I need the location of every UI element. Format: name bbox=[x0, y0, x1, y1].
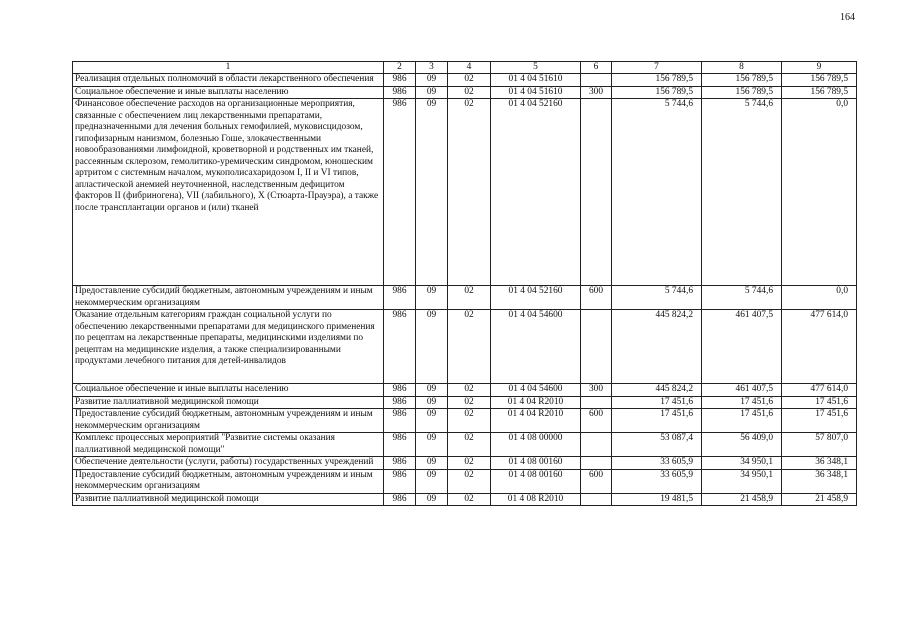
table-row bbox=[73, 396, 857, 408]
code-gr-cell: 986 bbox=[384, 409, 416, 433]
amount-col8-cell: 461 407,5 bbox=[702, 310, 782, 384]
code-rz-cell: 09 bbox=[416, 433, 448, 457]
amount-col7-cell: 17 451,6 bbox=[612, 409, 702, 433]
row-name-cell: Социальное обеспечение и иные выплаты населению bbox=[73, 86, 384, 98]
amount-col8-cell: 21 458,9 bbox=[702, 493, 782, 505]
row-name-cell: Финансовое обеспечение расходов на организационные мероприятия, связанные с обеспечением лиц лекарственными препаратами, предназначенными для лечения больных гемофилией, муковисцидозом, гипофизарным нанизмом, болезнью Гоше, злокачественными новообразованиями лимфоидной, кроветворной и родственных им тканей, рассеянным склерозом, гемолитико-уремическим синдромом, юношеским артритом с системным началом, мукополисахаридозом I, II и VI типов, апластической анемией неуточненной, наследственным дефицитом факторов II (фибриногена), VII (лабильного), X (Стюарта-Прауэра), а также после трансплантации органов и (или) тканей bbox=[73, 99, 384, 286]
target-article-cell: 01 4 04 52160 bbox=[491, 286, 581, 310]
target-article-cell: 01 4 04 51610 bbox=[491, 74, 581, 86]
header-cell: 9 bbox=[782, 62, 857, 74]
row-name-cell: Реализация отдельных полномочий в области лекарственного обеспечения bbox=[73, 74, 384, 86]
row-name-cell: Комплекс процессных мероприятий "Развитие системы оказания паллиативной медицинской помощи" bbox=[73, 433, 384, 457]
header-cell: 2 bbox=[384, 62, 416, 74]
amount-col7-cell: 445 824,2 bbox=[612, 310, 702, 384]
code-gr-cell: 986 bbox=[384, 86, 416, 98]
amount-col9-cell: 57 807,0 bbox=[782, 433, 857, 457]
table-row bbox=[73, 74, 857, 86]
code-rz-cell: 09 bbox=[416, 457, 448, 469]
code-pr-cell: 02 bbox=[448, 310, 491, 384]
expense-type-cell: 600 bbox=[581, 469, 612, 493]
code-gr-cell: 986 bbox=[384, 469, 416, 493]
row-name-cell: Оказание отдельным категориям граждан социальной услуги по обеспечению лекарственными препаратами для медицинского применения по рецептам на лекарственные препараты, медицинскими изделиями по рецептам на медицинские изделия, а также специализированными продуктами лечебного питания для детей-инвалидов bbox=[73, 310, 384, 384]
amount-col8-cell: 5 744,6 bbox=[702, 99, 782, 286]
code-rz-cell: 09 bbox=[416, 99, 448, 286]
amount-col8-cell: 5 744,6 bbox=[702, 286, 782, 310]
expense-type-cell: 600 bbox=[581, 286, 612, 310]
amount-col9-cell: 36 348,1 bbox=[782, 469, 857, 493]
row-name-cell: Предоставление субсидий бюджетным, автономным учреждениям и иным некоммерческим организациям bbox=[73, 286, 384, 310]
target-article-cell: 01 4 04 52160 bbox=[491, 99, 581, 286]
table-row bbox=[73, 310, 857, 384]
header-cell: 5 bbox=[491, 62, 581, 74]
target-article-cell: 01 4 04 R2010 bbox=[491, 409, 581, 433]
code-rz-cell: 09 bbox=[416, 409, 448, 433]
amount-col7-cell: 19 481,5 bbox=[612, 493, 702, 505]
amount-col9-cell: 36 348,1 bbox=[782, 457, 857, 469]
amount-col8-cell: 56 409,0 bbox=[702, 433, 782, 457]
header-cell: 8 bbox=[702, 62, 782, 74]
table-row bbox=[73, 469, 857, 493]
amount-col7-cell: 53 087,4 bbox=[612, 433, 702, 457]
table-row bbox=[73, 409, 857, 433]
amount-col9-cell: 21 458,9 bbox=[782, 493, 857, 505]
expense-type-cell bbox=[581, 433, 612, 457]
code-pr-cell: 02 bbox=[448, 86, 491, 98]
code-pr-cell: 02 bbox=[448, 74, 491, 86]
amount-col8-cell: 17 451,6 bbox=[702, 396, 782, 408]
amount-col8-cell: 17 451,6 bbox=[702, 409, 782, 433]
code-gr-cell: 986 bbox=[384, 457, 416, 469]
table-row bbox=[73, 99, 857, 286]
target-article-cell: 01 4 04 54600 bbox=[491, 310, 581, 384]
header-cell: 4 bbox=[448, 62, 491, 74]
code-rz-cell: 09 bbox=[416, 493, 448, 505]
amount-col7-cell: 17 451,6 bbox=[612, 396, 702, 408]
code-rz-cell: 09 bbox=[416, 310, 448, 384]
expense-type-cell bbox=[581, 493, 612, 505]
target-article-cell: 01 4 08 00000 bbox=[491, 433, 581, 457]
expense-type-cell bbox=[581, 396, 612, 408]
target-article-cell: 01 4 08 00160 bbox=[491, 457, 581, 469]
code-rz-cell: 09 bbox=[416, 74, 448, 86]
expense-type-cell bbox=[581, 310, 612, 384]
amount-col9-cell: 17 451,6 bbox=[782, 409, 857, 433]
budget-table bbox=[72, 61, 857, 506]
code-rz-cell: 09 bbox=[416, 384, 448, 396]
amount-col9-cell: 477 614,0 bbox=[782, 384, 857, 396]
amount-col7-cell: 33 605,9 bbox=[612, 457, 702, 469]
code-rz-cell: 09 bbox=[416, 86, 448, 98]
amount-col9-cell: 156 789,5 bbox=[782, 86, 857, 98]
row-name-cell: Предоставление субсидий бюджетным, автономным учреждениям и иным некоммерческим организациям bbox=[73, 469, 384, 493]
target-article-cell: 01 4 04 51610 bbox=[491, 86, 581, 98]
amount-col8-cell: 156 789,5 bbox=[702, 74, 782, 86]
amount-col7-cell: 156 789,5 bbox=[612, 74, 702, 86]
expense-type-cell: 600 bbox=[581, 409, 612, 433]
table-row bbox=[73, 86, 857, 98]
expense-type-cell bbox=[581, 457, 612, 469]
amount-col7-cell: 156 789,5 bbox=[612, 86, 702, 98]
target-article-cell: 01 4 04 R2010 bbox=[491, 396, 581, 408]
header-cell: 1 bbox=[73, 62, 384, 74]
page-number: 164 bbox=[840, 12, 855, 23]
amount-col7-cell: 445 824,2 bbox=[612, 384, 702, 396]
code-gr-cell: 986 bbox=[384, 286, 416, 310]
expense-type-cell bbox=[581, 99, 612, 286]
table-row bbox=[73, 286, 857, 310]
row-name-cell: Развитие паллиативной медицинской помощи bbox=[73, 396, 384, 408]
table-row bbox=[73, 493, 857, 505]
code-pr-cell: 02 bbox=[448, 396, 491, 408]
header-row bbox=[73, 62, 857, 74]
code-gr-cell: 986 bbox=[384, 74, 416, 86]
amount-col9-cell: 0,0 bbox=[782, 286, 857, 310]
table-row bbox=[73, 384, 857, 396]
code-rz-cell: 09 bbox=[416, 396, 448, 408]
code-gr-cell: 986 bbox=[384, 433, 416, 457]
amount-col9-cell: 17 451,6 bbox=[782, 396, 857, 408]
amount-col9-cell: 477 614,0 bbox=[782, 310, 857, 384]
code-pr-cell: 02 bbox=[448, 457, 491, 469]
expense-type-cell bbox=[581, 74, 612, 86]
header-cell: 7 bbox=[612, 62, 702, 74]
row-name-cell: Развитие паллиативной медицинской помощи bbox=[73, 493, 384, 505]
table-row bbox=[73, 433, 857, 457]
code-gr-cell: 986 bbox=[384, 396, 416, 408]
code-gr-cell: 986 bbox=[384, 493, 416, 505]
amount-col7-cell: 5 744,6 bbox=[612, 99, 702, 286]
code-pr-cell: 02 bbox=[448, 99, 491, 286]
target-article-cell: 01 4 08 00160 bbox=[491, 469, 581, 493]
code-pr-cell: 02 bbox=[448, 384, 491, 396]
expense-type-cell: 300 bbox=[581, 86, 612, 98]
amount-col9-cell: 0,0 bbox=[782, 99, 857, 286]
header-cell: 6 bbox=[581, 62, 612, 74]
code-rz-cell: 09 bbox=[416, 286, 448, 310]
target-article-cell: 01 4 08 R2010 bbox=[491, 493, 581, 505]
row-name-cell: Социальное обеспечение и иные выплаты населению bbox=[73, 384, 384, 396]
amount-col8-cell: 156 789,5 bbox=[702, 86, 782, 98]
amount-col7-cell: 5 744,6 bbox=[612, 286, 702, 310]
code-rz-cell: 09 bbox=[416, 469, 448, 493]
code-pr-cell: 02 bbox=[448, 409, 491, 433]
code-gr-cell: 986 bbox=[384, 310, 416, 384]
row-name-cell: Предоставление субсидий бюджетным, автономным учреждениям и иным некоммерческим организациям bbox=[73, 409, 384, 433]
code-gr-cell: 986 bbox=[384, 99, 416, 286]
target-article-cell: 01 4 04 54600 bbox=[491, 384, 581, 396]
header-cell: 3 bbox=[416, 62, 448, 74]
expense-type-cell: 300 bbox=[581, 384, 612, 396]
amount-col9-cell: 156 789,5 bbox=[782, 74, 857, 86]
code-pr-cell: 02 bbox=[448, 286, 491, 310]
amount-col8-cell: 34 950,1 bbox=[702, 457, 782, 469]
code-pr-cell: 02 bbox=[448, 469, 491, 493]
amount-col8-cell: 461 407,5 bbox=[702, 384, 782, 396]
code-gr-cell: 986 bbox=[384, 384, 416, 396]
amount-col7-cell: 33 605,9 bbox=[612, 469, 702, 493]
code-pr-cell: 02 bbox=[448, 433, 491, 457]
table-row bbox=[73, 457, 857, 469]
amount-col8-cell: 34 950,1 bbox=[702, 469, 782, 493]
code-pr-cell: 02 bbox=[448, 493, 491, 505]
row-name-cell: Обеспечение деятельности (услуги, работы) государственных учреждений bbox=[73, 457, 384, 469]
